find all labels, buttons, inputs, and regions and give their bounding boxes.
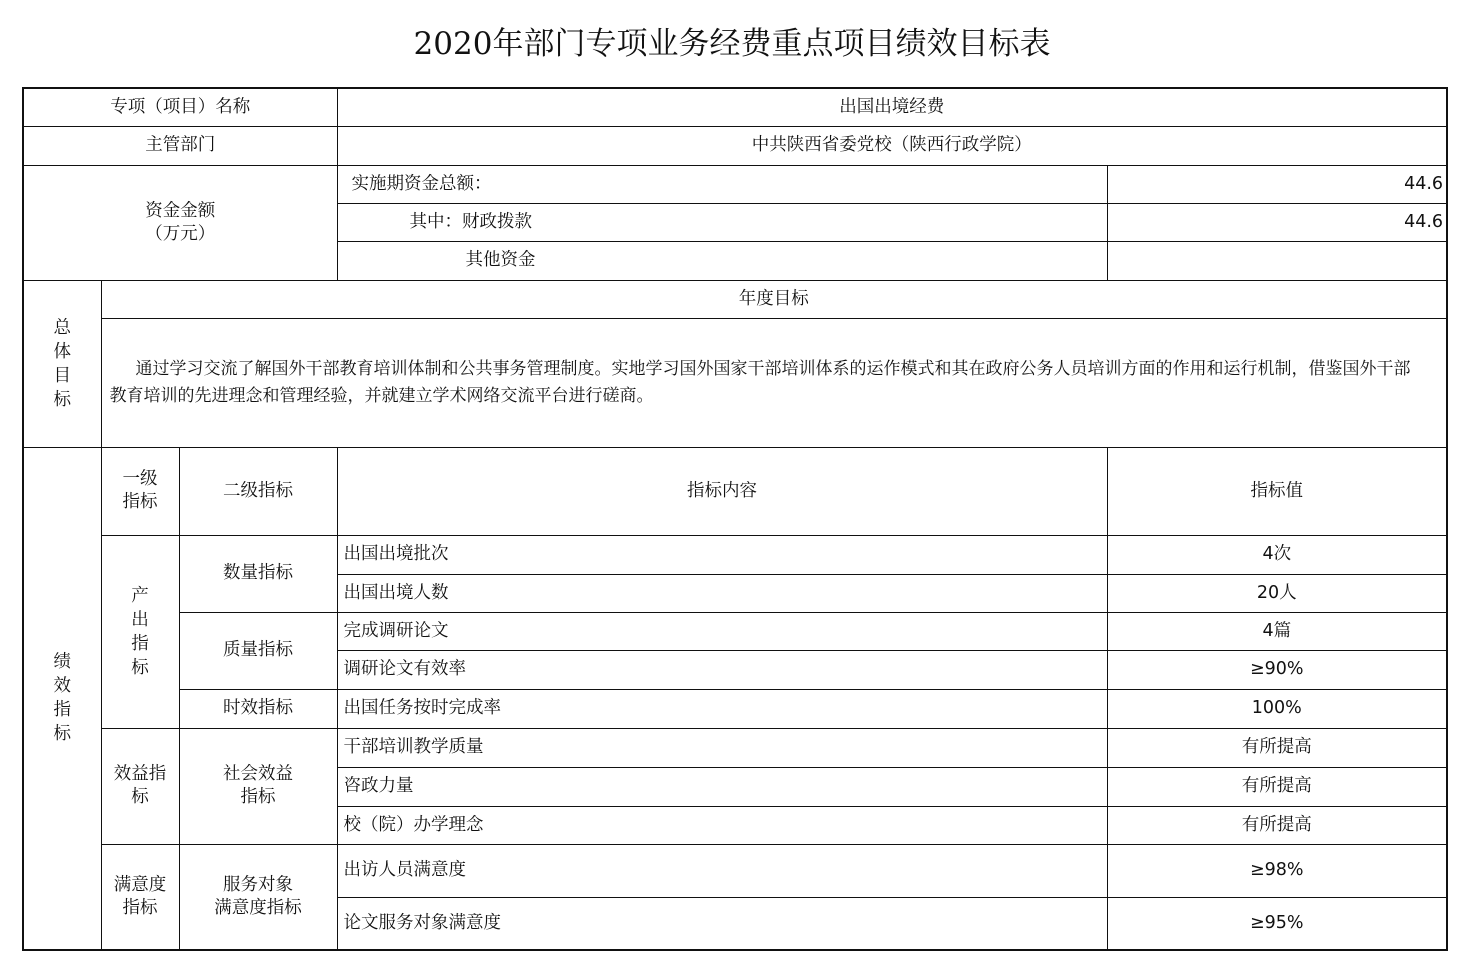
indicators-label-char: 效 — [53, 676, 71, 697]
department-label: 主管部门 — [23, 126, 337, 165]
indicator-value: 4篇 — [1107, 612, 1447, 650]
indicator-content: 出国任务按时完成率 — [337, 689, 1107, 728]
funds-other-value — [1107, 241, 1447, 280]
level1-header-line: 一级 — [122, 469, 158, 489]
project-name-value: 出国出境经费 — [337, 88, 1447, 126]
indicator-content: 出国出境人数 — [337, 574, 1107, 612]
indicator-value: 有所提高 — [1107, 728, 1447, 767]
level1-label-line: 满意度 — [113, 874, 167, 895]
overall-label-char: 标 — [53, 389, 71, 410]
indicator-value: 有所提高 — [1107, 806, 1447, 844]
indicator-value: ≥90% — [1107, 650, 1447, 689]
table-row — [23, 844, 1447, 897]
performance-target-table — [22, 87, 1448, 951]
indicator-value: 有所提高 — [1107, 767, 1447, 806]
indicator-content: 完成调研论文 — [337, 612, 1107, 650]
indicator-content: 校（院）办学理念 — [337, 806, 1107, 844]
funds-total-value: 44.6 — [1107, 165, 1447, 203]
indicator-value: ≥95% — [1107, 897, 1447, 950]
level1-label-char: 指 — [131, 633, 149, 654]
funds-other-label: 其他资金 — [337, 241, 1107, 280]
indicator-content: 干部培训教学质量 — [337, 728, 1107, 767]
funds-fiscal-label: 其中：财政拨款 — [337, 203, 1107, 241]
indicator-value: ≥98% — [1107, 844, 1447, 897]
indicator-content: 论文服务对象满意度 — [337, 897, 1107, 950]
funds-label-line2: （万元） — [145, 223, 216, 244]
page-title: 2020年部门专项业务经费重点项目绩效目标表 — [413, 26, 1051, 62]
indicator-value: 4次 — [1107, 535, 1447, 574]
indicator-content: 调研论文有效率 — [337, 650, 1107, 689]
indicator-value: 20人 — [1107, 574, 1447, 612]
table-row — [23, 88, 1447, 126]
level1-label-line: 效益指 — [113, 764, 167, 784]
value-header: 指标值 — [1107, 447, 1447, 535]
level2-label-line: 指标 — [240, 787, 276, 807]
funds-total-label: 实施期资金总额： — [337, 165, 1107, 203]
table-row — [23, 165, 1447, 203]
level2-label-line: 社会效益 — [223, 764, 294, 784]
social-benefit-indicators-label — [179, 728, 337, 844]
project-name-label: 专项（项目）名称 — [23, 88, 337, 126]
funds-label — [23, 165, 337, 280]
indicators-label-char: 标 — [53, 724, 71, 745]
indicator-content: 出访人员满意度 — [337, 844, 1107, 897]
overall-label-char: 目 — [53, 365, 71, 386]
level1-header — [101, 447, 179, 535]
level1-label-char: 出 — [131, 609, 149, 630]
indicators-label-char: 指 — [53, 700, 71, 721]
content-header: 指标内容 — [337, 447, 1107, 535]
service-satisfaction-indicators-label — [179, 844, 337, 950]
department-value: 中共陕西省委党校（陕西行政学院） — [337, 126, 1447, 165]
table-row — [23, 728, 1447, 767]
table-row — [23, 126, 1447, 165]
level1-label-line: 指标 — [122, 897, 158, 918]
level1-label-char: 产 — [131, 585, 149, 606]
table-row — [23, 318, 1447, 447]
indicator-content: 出国出境批次 — [337, 535, 1107, 574]
performance-indicators-label — [23, 447, 101, 950]
funds-label-line1: 资金金额 — [145, 200, 216, 221]
table-row — [23, 612, 1447, 650]
table-row — [23, 447, 1447, 535]
annual-objective-text — [101, 318, 1447, 447]
overall-label-char: 体 — [53, 341, 71, 362]
indicators-label-char: 绩 — [53, 652, 71, 673]
quality-indicators-label: 质量指标 — [179, 612, 337, 689]
timeliness-indicators-label: 时效指标 — [179, 689, 337, 728]
table-row — [23, 280, 1447, 318]
table-row — [23, 689, 1447, 728]
indicator-content: 咨政力量 — [337, 767, 1107, 806]
level1-header-line: 指标 — [122, 492, 158, 512]
quantity-indicators-label: 数量指标 — [179, 535, 337, 612]
output-indicators-label — [101, 535, 179, 728]
annual-objective-content: 通过学习交流了解国外干部教育培训体制和公共事务管理制度。实地学习国外国家干部培训体系的运作模式和其在政府公务人员培训方面的作用和运行机制，借鉴国外干部教育培训的先进理念和管理经验，并就建立学术网络交流平台进行磋商。 — [109, 358, 1411, 406]
level1-label-line: 标 — [131, 787, 149, 807]
overall-objective-label — [23, 280, 101, 447]
funds-fiscal-value: 44.6 — [1107, 203, 1447, 241]
indicator-value: 100% — [1107, 689, 1447, 728]
annual-objective-header: 年度目标 — [101, 280, 1447, 318]
table-row — [23, 535, 1447, 574]
overall-label-char: 总 — [53, 317, 71, 338]
level2-label-line: 满意度指标 — [214, 897, 302, 918]
level2-label-line: 服务对象 — [223, 874, 294, 895]
satisfaction-indicators-label — [101, 844, 179, 950]
level2-header: 二级指标 — [179, 447, 337, 535]
level1-label-char: 标 — [131, 657, 149, 678]
benefit-indicators-label — [101, 728, 179, 844]
